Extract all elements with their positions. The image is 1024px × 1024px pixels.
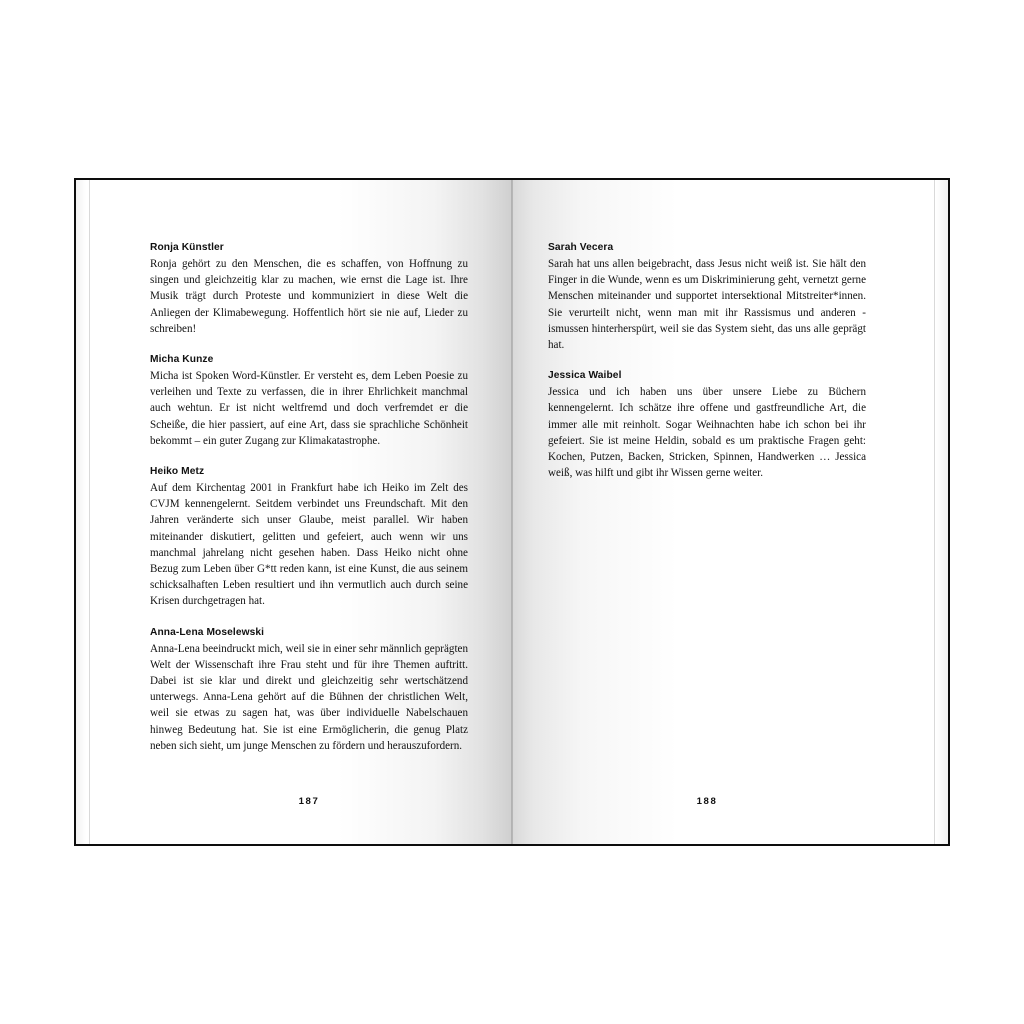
entry-body: Micha ist Spoken Word-Künstler. Er versteht es, dem Leben Poesie zu verleihen und Texte zu verfassen, die in ihrer Ehrlichkeit manchmal auch wehtun. Er ist nicht weltfremd und doch verfremdet er die Scheiße, die hier passiert, auf eine Art, dass sie sprachliche Schönheit bekommt – ein guter Zugang zur Klimakatastrophe. bbox=[150, 370, 468, 447]
entry bbox=[150, 627, 468, 754]
page-number-right: 188 bbox=[696, 796, 718, 807]
book-gutter bbox=[511, 180, 513, 844]
page-edge-line-left bbox=[89, 180, 90, 844]
entry-name: Heiko Metz bbox=[150, 466, 205, 478]
entry bbox=[548, 370, 866, 481]
entry-name: Micha Kunze bbox=[150, 354, 214, 366]
page-edge-line-right bbox=[934, 180, 935, 844]
right-page-text-column bbox=[548, 242, 866, 481]
entry-name: Jessica Waibel bbox=[548, 370, 622, 382]
book-page-left bbox=[76, 180, 512, 844]
entry bbox=[150, 242, 468, 337]
entry-name: Anna-Lena Moselewski bbox=[150, 626, 265, 638]
left-page-text-column bbox=[150, 242, 468, 754]
entry-body: Sarah hat uns allen beigebracht, dass Jesus nicht weiß ist. Sie hält den Finger in die Wunde, wenn es um Diskriminierung geht, vernetzt gerne Menschen miteinander und supportet intersektional Mitstreiter*innen. Sie verurteilt nicht, wenn man mit ihr Rassismus und anderen -ismussen hinterherspürt, weil sie das System sieht, das uns alle geprägt hat. bbox=[548, 258, 866, 352]
entry-body: Ronja gehört zu den Menschen, die es schaffen, von Hoffnung zu singen und gleichzeitig klar zu machen, wie ernst die Lage ist. Ihre Musik trägt durch Proteste und kommuniziert in diese Welt die Anliegen der Klimabewegung. Hoffentlich hört sie nie auf, Lieder zu schreiben! bbox=[150, 258, 468, 335]
entry bbox=[150, 354, 468, 449]
entry-body: Auf dem Kirchentag 2001 in Frankfurt habe ich Heiko im Zelt des CVJM kennengelernt. Seitdem verbindet uns Freundschaft. Mit den Jahren veränderte sich unser Glaube, meist parallel. Wir haben miteinander diskutiert, gelitten und gefeiert, auch wenn wir uns manchmal jahrelang nicht gesehen haben. Dass Heiko nicht ohne Bezug zum Leben über G*tt reden kann, ist eine Kunst, die aus seinem schicksalhaften Leben resultiert und ihn vermutlich auch durch seine Krisen durchgetragen hat. bbox=[150, 482, 468, 608]
entry bbox=[150, 466, 468, 610]
entry bbox=[548, 242, 866, 353]
entry-name: Ronja Künstler bbox=[150, 242, 224, 253]
page-number-left: 187 bbox=[298, 796, 320, 807]
entry-name: Sarah Vecera bbox=[548, 242, 614, 253]
open-book bbox=[74, 178, 950, 846]
entry-body: Jessica und ich haben uns über unsere Liebe zu Büchern kennengelernt. Ich schätze ihre offene und gastfreundliche Art, die immer alle mit reinholt. Sogar Weihnachten habe ich schon bei ihr gefeiert. Sie ist meine Heldin, sobald es um praktische Fragen geht: Kochen, Putzen, Backen, Stricken, Spinnen, Handwerken … Jessica weiß, was hilft und gibt ihr Wissen gerne weiter. bbox=[548, 386, 866, 480]
entry-body: Anna-Lena beeindruckt mich, weil sie in einer sehr männlich geprägten Welt der Wissenschaft ihre Frau steht und für ihre Themen auftritt. Dabei ist sie klar und direkt und gleichzeitig sehr wertschätzend unterwegs. Anna-Lena gehört auf die Bühnen der christlichen Welt, weil sie etwas zu sagen hat, was über individuelle Nabelschauen hinweg Bedeutung hat. Sie ist eine Ermöglicherin, die genug Platz neben sich sieht, um junge Menschen zu fördern und herauszufordern. bbox=[150, 642, 468, 752]
book-page-right bbox=[512, 180, 948, 844]
